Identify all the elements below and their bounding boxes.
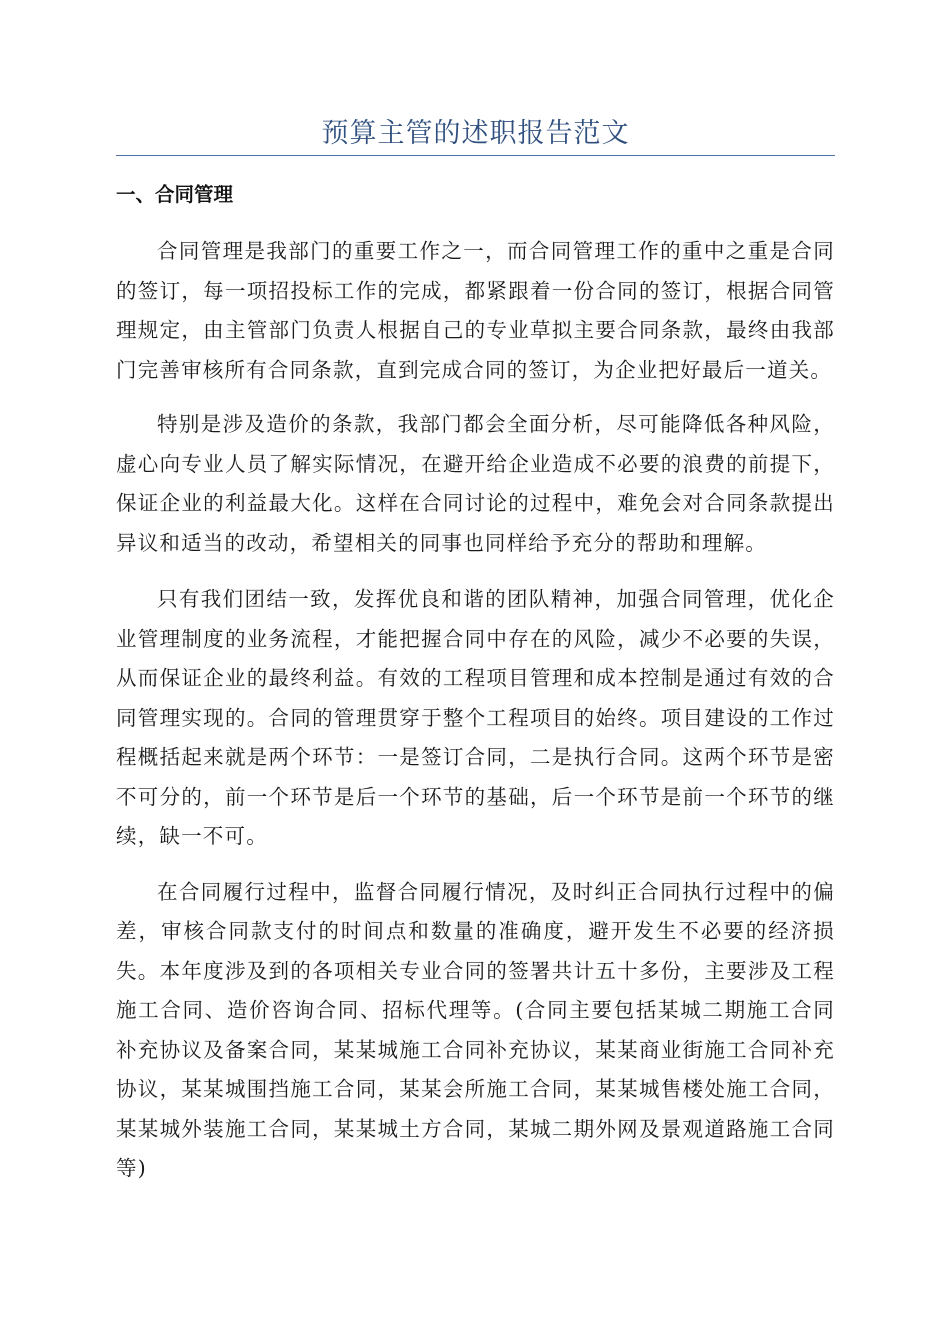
title-underline: [116, 155, 835, 156]
paragraph-1: 合同管理是我部门的重要工作之一，而合同管理工作的重中之重是合同的签订，每一项招投标工作的完成，都紧跟着一份合同的签订，根据合同管理规定，由主管部门负责人根据自己的专业草拟主要合同条款，最终由我部门完善审核所有合同条款，直到完成合同的签订，为企业把好最后一道关。: [116, 239, 835, 382]
document-page: [116, 0, 835, 1189]
paragraph-3: 只有我们团结一致，发挥优良和谐的团队精神，加强合同管理，优化企业管理制度的业务流程，才能把握合同中存在的风险，减少不必要的失误，从而保证企业的最终利益。有效的工程项目管理和成本控制是通过有效的合同管理实现的。合同的管理贯穿于整个工程项目的始终。项目建设的工作过程概括起来就是两个环节：一是签订合同，二是执行合同。这两个环节是密不可分的，前一个环节是后一个环节的基础，后一个环节是前一个环节的继续，缺一不可。: [116, 587, 835, 848]
paragraph-2: 特别是涉及造价的条款，我部门都会全面分析，尽可能降低各种风险，虚心向专业人员了解实际情况，在避开给企业造成不必要的浪费的前提下，保证企业的利益最大化。这样在合同讨论的过程中，难免会对合同条款提出异议和适当的改动，希望相关的同事也同样给予充分的帮助和理解。: [116, 412, 835, 555]
section-heading: 一、合同管理: [116, 183, 234, 206]
document-title: 预算主管的述职报告范文: [321, 118, 630, 149]
paragraph-4: 在合同履行过程中，监督合同履行情况，及时纠正合同执行过程中的偏差，审核合同款支付的时间点和数量的准确度，避开发生不必要的经济损失。本年度涉及到的各项相关专业合同的签署共计五十多份，主要涉及工程施工合同、造价咨询合同、招标代理等。(合同主要包括某城二期施工合同补充协议及备案合同，某某城施工合同补充协议，某某商业街施工合同补充协议，某某城围挡施工合同，某某会所施工合同，某某城售楼处施工合同，某某城外装施工合同，某某城土方合同，某城二期外网及景观道路施工合同等): [116, 879, 835, 1180]
